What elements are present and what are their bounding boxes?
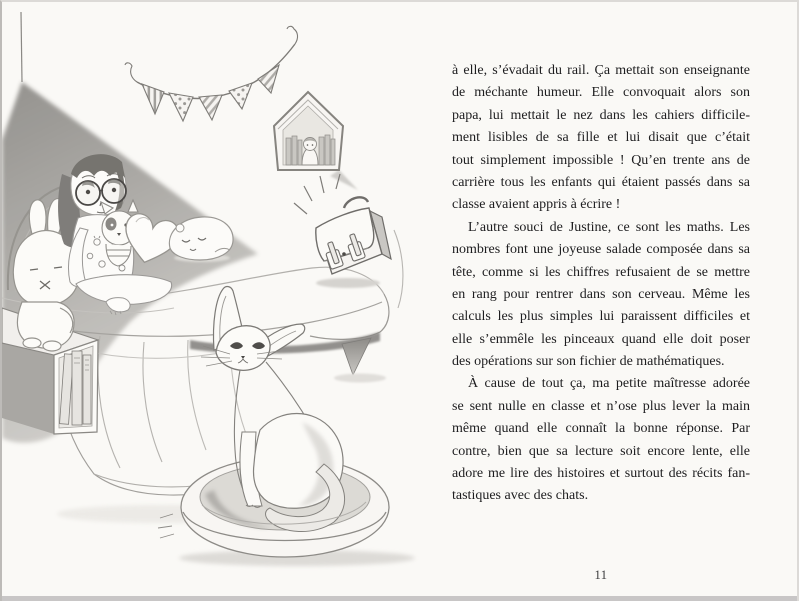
text-line: calculs les plus simples lui paraissent difficiles et bbox=[452, 309, 750, 325]
flag-pennant bbox=[169, 93, 193, 121]
text-line: à elle, s’évadait du rail. Ça mettait son enseignante bbox=[452, 63, 750, 78]
sparkle-lines bbox=[294, 174, 340, 214]
bedroom-illustration bbox=[2, 2, 432, 598]
bottom-edge-bar bbox=[2, 596, 797, 601]
paragraph bbox=[452, 217, 750, 374]
bed-leg bbox=[342, 338, 371, 375]
text-line: nombres font une joyeuse salade composée dans sa bbox=[452, 242, 750, 258]
text-line: papa, lui mettait le nez dans les cahiers difficile- bbox=[452, 107, 750, 123]
text-line: À cause de tout ça, ma petite maîtresse adorée bbox=[468, 376, 750, 392]
text-line: se sent nulle en classe et n’ose plus lever la main bbox=[452, 398, 750, 414]
story-text bbox=[452, 60, 750, 508]
text-line: tout simplement impossible ! Qu’en trente ans de bbox=[452, 152, 750, 168]
books bbox=[60, 351, 91, 425]
text-line: L’autre souci de Justine, ce sont les maths. Les bbox=[468, 219, 750, 235]
text-page bbox=[432, 2, 797, 598]
text-line: classe avaient appris à écrire ! bbox=[452, 197, 621, 213]
text-line: de méchante humeur. Elle convoquait alors son bbox=[452, 85, 750, 101]
text-line: en rang pour rentrer dans son cerveau. Même les bbox=[452, 286, 750, 302]
text-line: des opérations sur son fichier de mathématiques. bbox=[452, 354, 725, 370]
text-line: contre, bien que sa lecture soit encore lente, elle bbox=[452, 443, 750, 459]
text-line: carrière tous les enfants qui étaient passés dans sa bbox=[452, 174, 750, 190]
flag-pennant bbox=[199, 95, 222, 120]
bunting-flags bbox=[125, 26, 298, 121]
sleeping-plush bbox=[169, 217, 233, 262]
page-number: 11 bbox=[594, 568, 608, 582]
text-line: adore me lire des histoires et surtout des récits fan- bbox=[452, 466, 750, 482]
flag-pennant bbox=[258, 65, 279, 93]
illustration-page bbox=[2, 2, 432, 598]
paragraph bbox=[452, 60, 750, 217]
flag-pennant bbox=[229, 83, 252, 109]
text-line: elle s’emmêle les pinceaux quand elle doit poser bbox=[452, 331, 750, 347]
text-line: ment lisibles de sa fille et lui disait que c’était bbox=[452, 130, 750, 146]
text-line: tastiques avec des chats. bbox=[452, 488, 589, 504]
text-line: même quand elle connaît la bonne réponse. Par bbox=[452, 421, 750, 437]
flag-pennant bbox=[142, 84, 164, 114]
paragraph bbox=[452, 373, 750, 507]
house-shaped-shelf bbox=[274, 92, 358, 190]
text-line: tête, comme si les chiffres refusaient de se mettre bbox=[452, 264, 750, 280]
school-satchel bbox=[316, 197, 391, 288]
